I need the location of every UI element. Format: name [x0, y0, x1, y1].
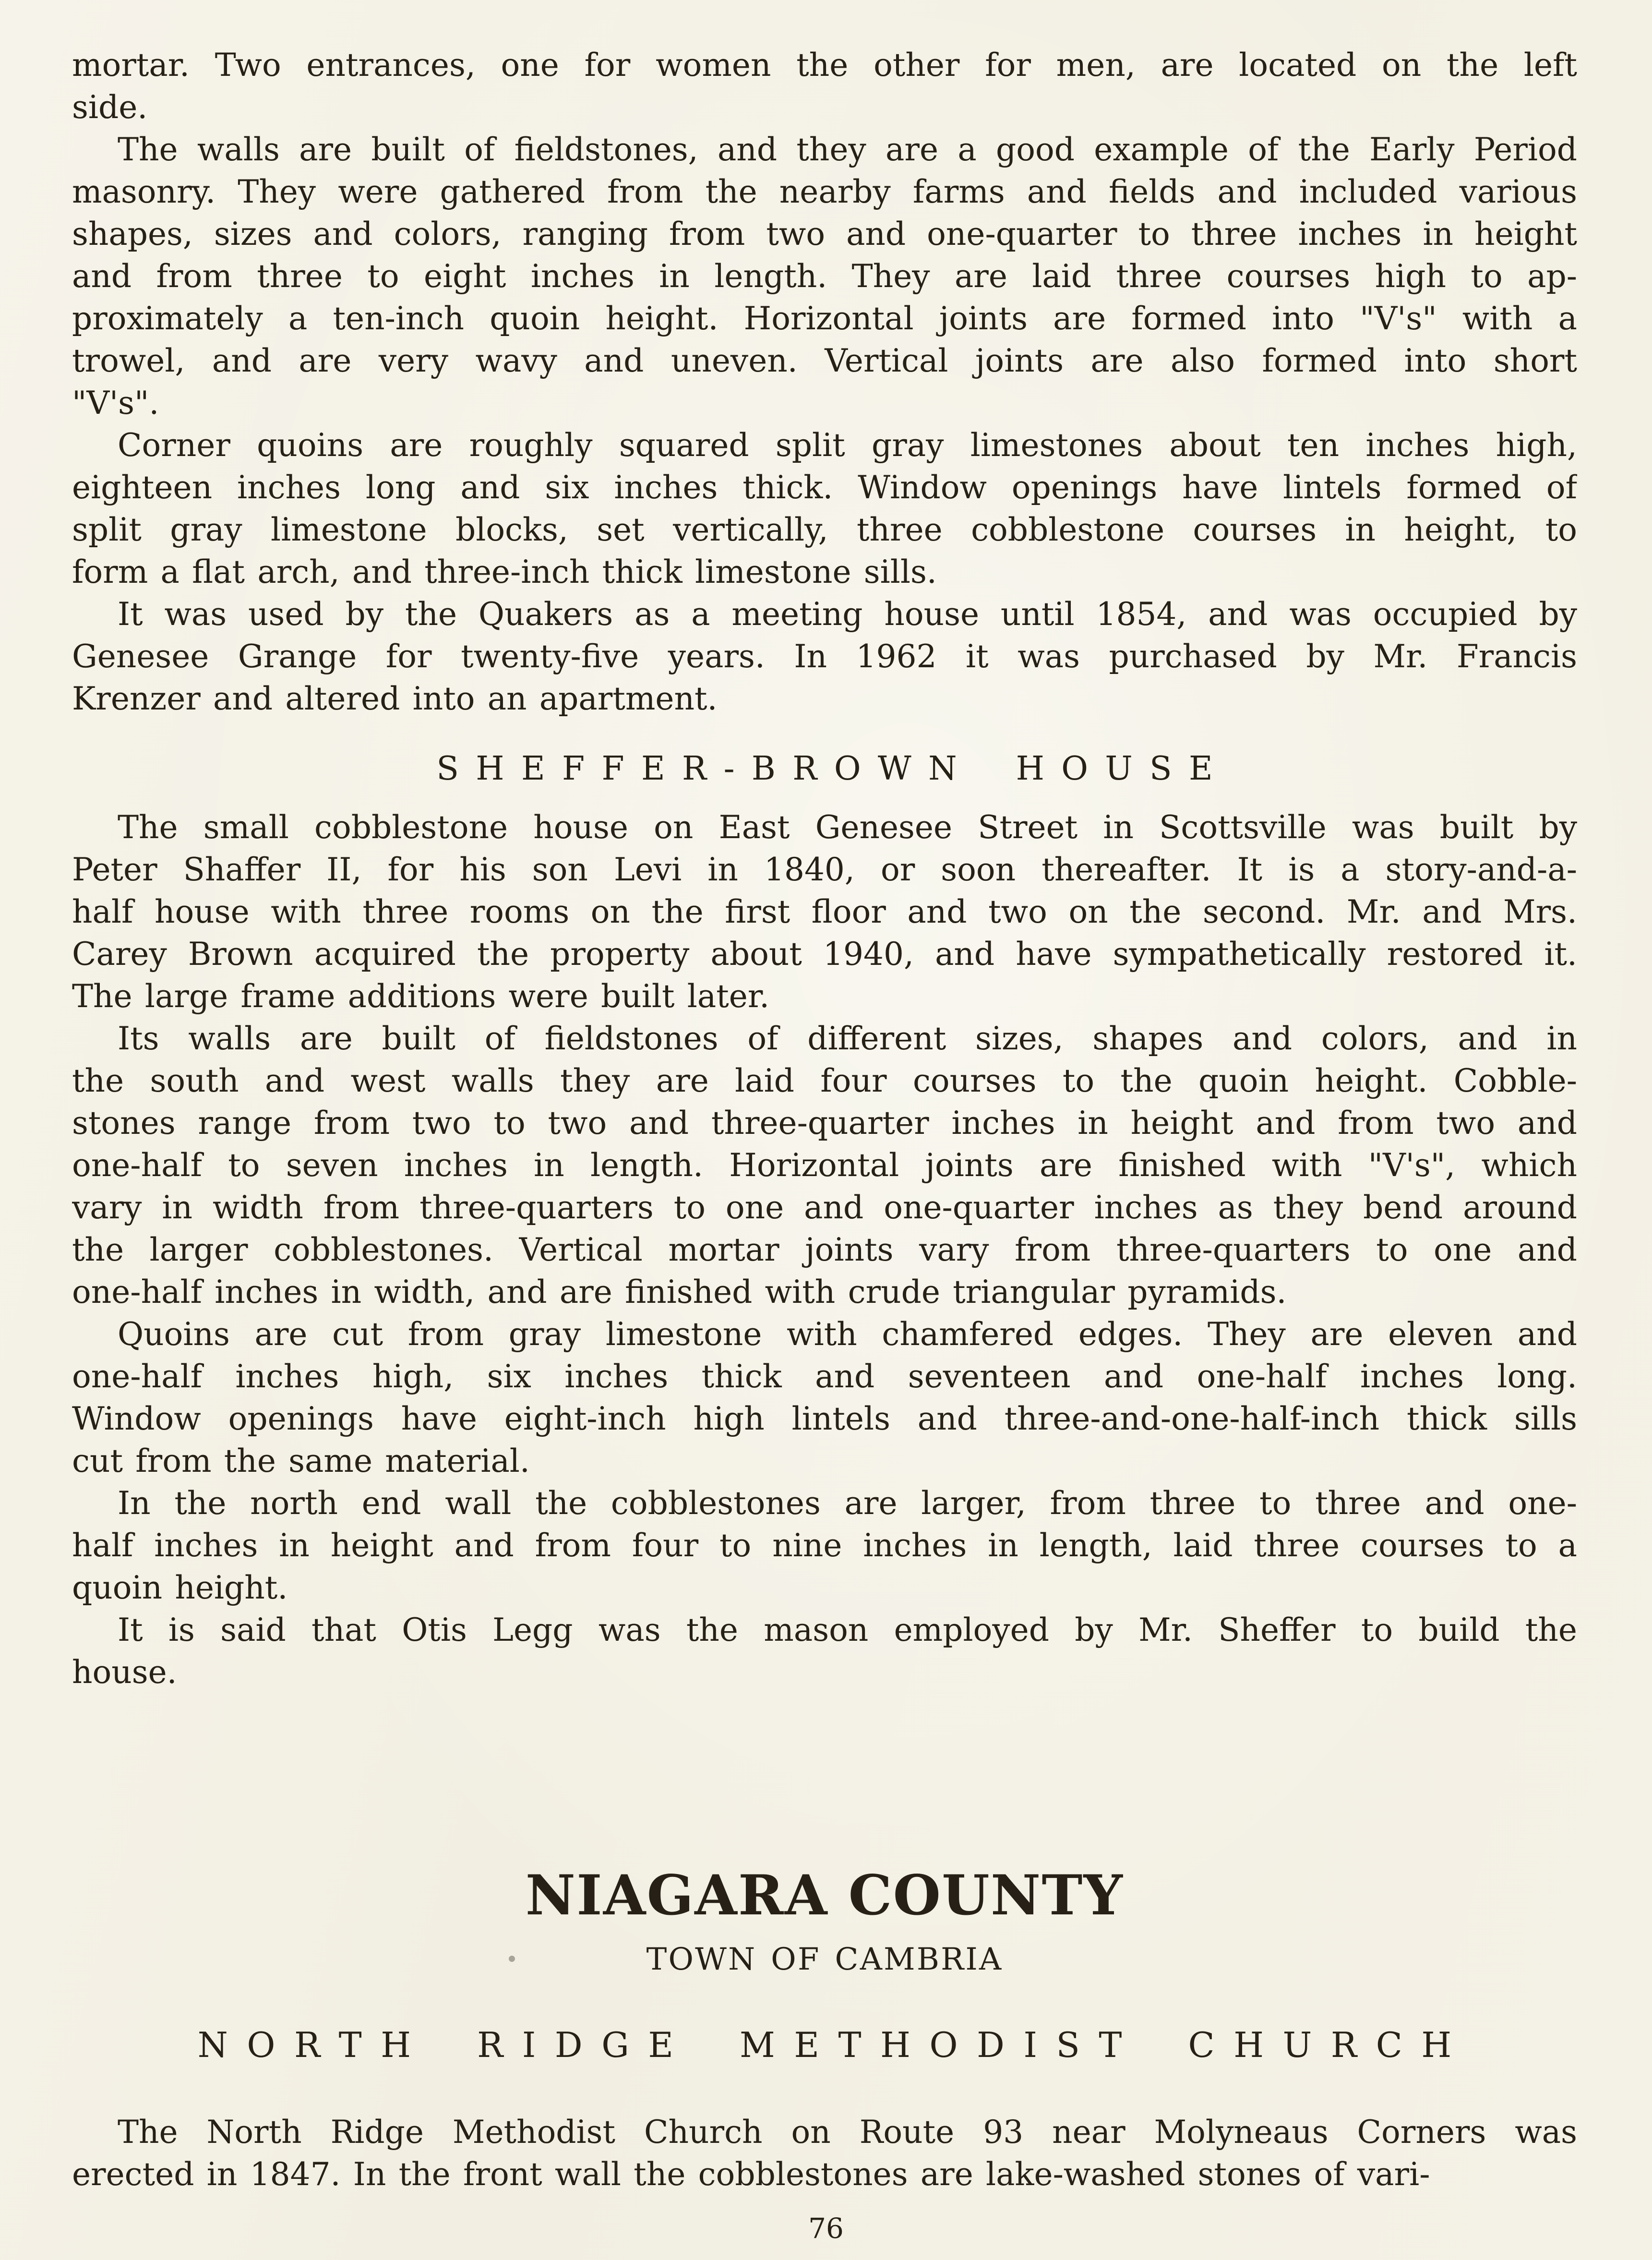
paragraph-line: In the north end wall the cobblestones are larger, from three to three and one-: [118, 1485, 1577, 1522]
paragraph-line: mortar. Two entrances, one for women the other for men, are located on the left: [72, 47, 1577, 84]
body-paragraph: [72, 2111, 1577, 2196]
paragraph-line: the south and west walls they are laid four courses to the quoin height. Cobble-: [72, 1062, 1577, 1100]
body-paragraph: [72, 806, 1577, 1018]
paragraph-line: half inches in height and from four to nine inches in length, laid three courses to a: [72, 1527, 1577, 1564]
paragraph-line: eighteen inches long and six inches thick. Window openings have lintels formed of: [72, 469, 1577, 506]
paragraph-line: Window openings have eight-inch high lintels and three-and-one-half-inch thick sills: [72, 1400, 1577, 1438]
body-paragraph: [72, 1609, 1577, 1694]
paragraph-line: shapes, sizes and colors, ranging from two and one-quarter to three inches in height: [72, 216, 1577, 252]
paragraph-line: Quoins are cut from gray limestone with chamfered edges. They are eleven and: [118, 1316, 1577, 1353]
paragraph-line: masonry. They were gathered from the nearby farms and fields and included various: [72, 173, 1577, 210]
paragraph-line: Genesee Grange for twenty-five years. In 1962 it was purchased by Mr. Francis: [72, 638, 1577, 675]
town-subheading: TOWN OF CAMBRIA: [646, 1942, 1003, 1978]
paragraph-line: Carey Brown acquired the property about 1940, and have sympathetically restored it.: [72, 936, 1577, 973]
body-paragraph: [72, 593, 1577, 720]
paragraph-line: proximately a ten-inch quoin height. Horizontal joints are formed into "V's" with a: [72, 300, 1577, 337]
body-paragraph: [72, 129, 1577, 424]
paragraph-line: Peter Shaffer II, for his son Levi in 1840, or soon thereafter. It is a story-and-a-: [72, 851, 1577, 889]
paragraph-line: one-half to seven inches in length. Horizontal joints are finished with "V's", which: [72, 1147, 1577, 1184]
paragraph-line: split gray limestone blocks, set vertically, three cobblestone courses in height, to: [72, 511, 1577, 548]
house-section-heading: SHEFFER-BROWN HOUSE: [436, 750, 1230, 788]
paragraph-line: Its walls are built of fieldstones of different sizes, shapes and colors, and in: [118, 1020, 1577, 1058]
paragraph-line: one-half inches in width, and are finished with crude triangular pyramids.: [72, 1274, 1287, 1311]
paragraph-line: house.: [72, 1654, 177, 1691]
paragraph-line: The North Ridge Methodist Church on Route 93 near Molyneaus Corners was: [118, 2114, 1577, 2151]
paragraph-line: Krenzer and altered into an apartment.: [72, 680, 718, 717]
paragraph-line: the larger cobblestones. Vertical mortar joints vary from three-quarters to one and: [72, 1231, 1577, 1269]
page-number: 76: [808, 2212, 844, 2245]
paragraph-line: It was used by the Quakers as a meeting house until 1854, and was occupied by: [118, 596, 1577, 633]
paragraph-line: cut from the same material.: [72, 1443, 530, 1480]
county-heading: NIAGARA COUNTY: [525, 1863, 1124, 1928]
paragraph-line: The large frame additions were built later.: [72, 978, 770, 1015]
paragraph-line: It is said that Otis Legg was the mason employed by Mr. Sheffer to build the: [118, 1611, 1577, 1649]
paragraph-line: form a flat arch, and three-inch thick limestone sills.: [72, 553, 937, 590]
paragraph-line: stones range from two to two and three-quarter inches in height and from two and: [72, 1105, 1577, 1142]
paragraph-line: side.: [72, 89, 148, 126]
paragraph-line: vary in width from three-quarters to one and one-quarter inches as they bend around: [72, 1189, 1577, 1226]
body-paragraph: [72, 1482, 1577, 1609]
paragraph-line: one-half inches high, six inches thick and seventeen and one-half inches long.: [72, 1358, 1577, 1395]
paragraph-line: quoin height.: [72, 1569, 288, 1607]
paragraph-line: The small cobblestone house on East Genesee Street in Scottsville was built by: [118, 809, 1577, 846]
body-paragraph: [72, 1313, 1577, 1482]
paragraph-line: Corner quoins are roughly squared split gray limestones about ten inches high,: [118, 427, 1577, 464]
paragraph-line: half house with three rooms on the first floor and two on the second. Mr. and Mrs.: [72, 893, 1577, 931]
scan-dot-artifact: [509, 1956, 515, 1962]
church-section-heading: NORTH RIDGE METHODIST CHURCH: [197, 2025, 1471, 2066]
body-paragraph: [72, 1018, 1577, 1313]
body-paragraph: [72, 424, 1577, 593]
paragraph-line: trowel, and are very wavy and uneven. Vertical joints are also formed into short: [72, 342, 1577, 379]
paragraph-line: and from three to eight inches in length. They are laid three courses high to ap-: [72, 258, 1577, 295]
paragraph-line: "V's".: [72, 385, 159, 421]
body-paragraph: [72, 44, 1577, 129]
paragraph-line: The walls are built of fieldstones, and they are a good example of the Early Period: [118, 131, 1577, 168]
paragraph-line: erected in 1847. In the front wall the cobblestones are lake-washed stones of vari-: [72, 2156, 1430, 2193]
